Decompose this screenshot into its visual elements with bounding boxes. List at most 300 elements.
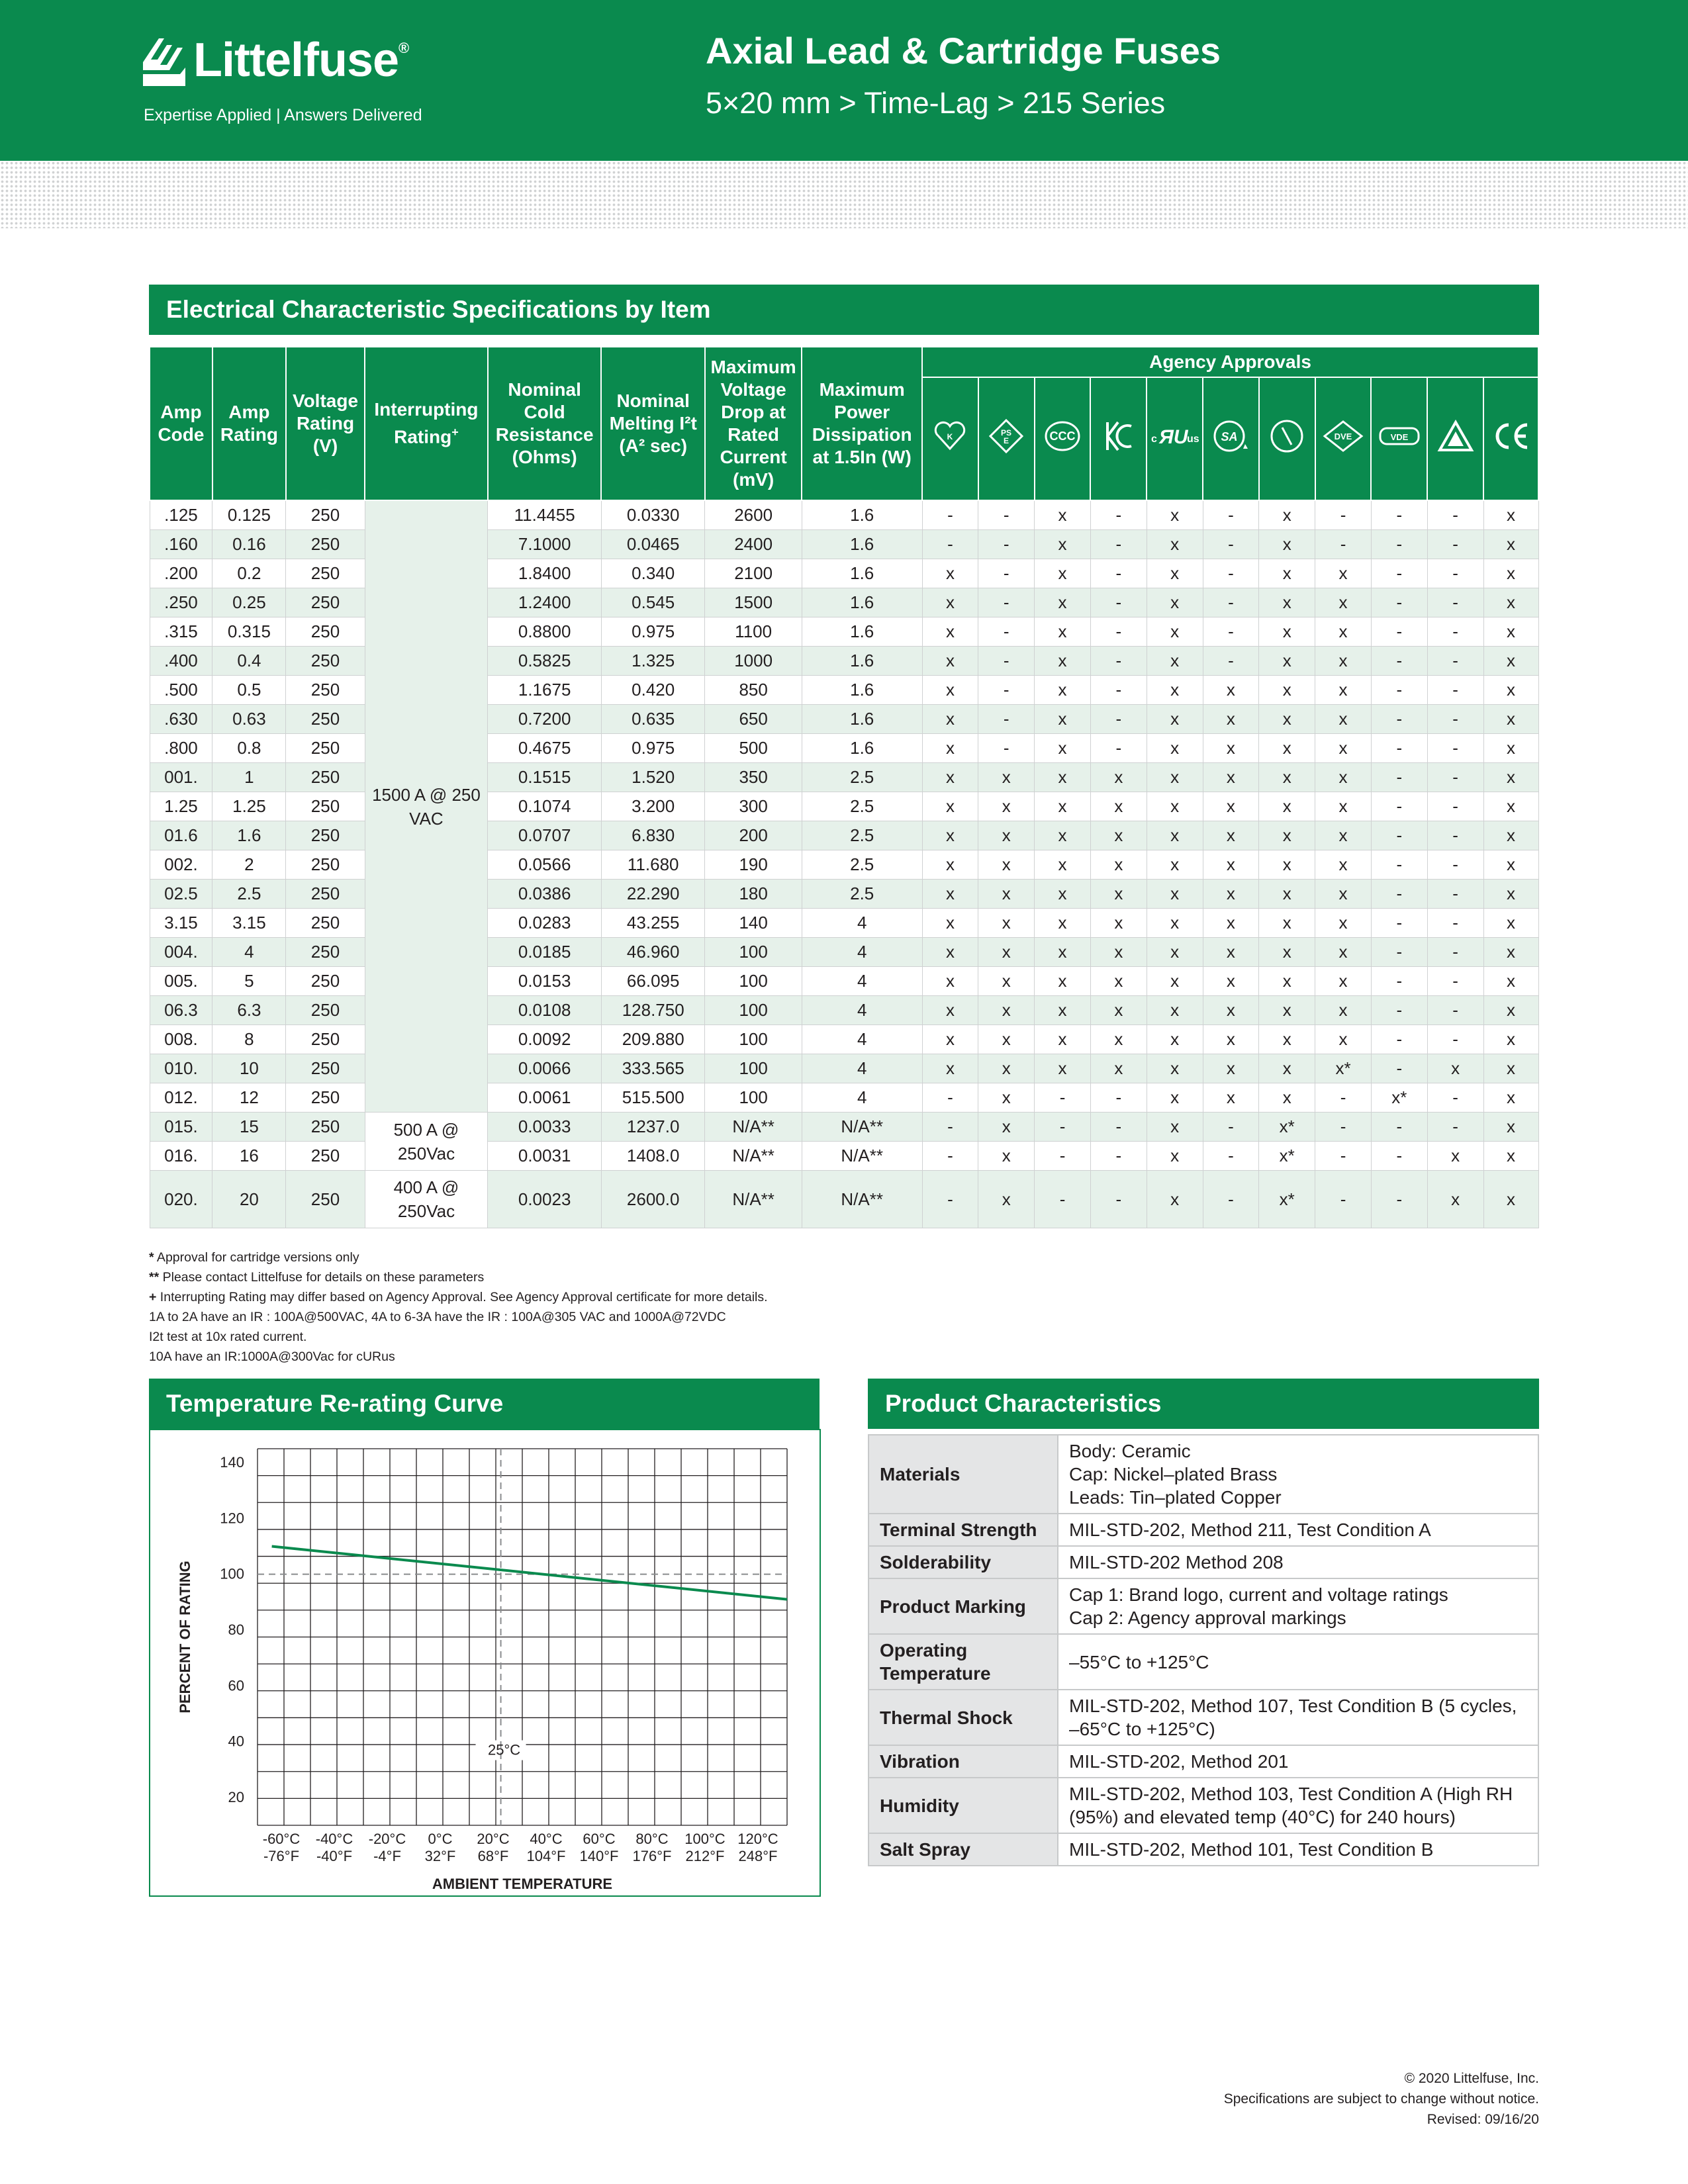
amp-rating-cell: 0.5 bbox=[212, 676, 286, 705]
agency-approval-cell: x bbox=[1203, 850, 1259, 880]
power-dissipation-cell: 2.5 bbox=[802, 880, 922, 909]
voltage-rating-cell: 250 bbox=[286, 1171, 365, 1228]
cold-resistance-cell: 0.0066 bbox=[488, 1054, 602, 1083]
voltage-rating-cell: 250 bbox=[286, 676, 365, 705]
melting-i2t-cell: 43.255 bbox=[601, 909, 704, 938]
agency-approval-cell: x bbox=[1259, 1083, 1315, 1113]
amp-rating-cell: 6.3 bbox=[212, 996, 286, 1025]
triangle-mark-icon bbox=[1427, 377, 1483, 500]
product-row bbox=[868, 1634, 1538, 1690]
agency-approval-cell: x bbox=[1315, 647, 1372, 676]
voltage-drop-cell: 100 bbox=[705, 996, 802, 1025]
x-tick-label-fahrenheit: 68°F bbox=[477, 1848, 509, 1864]
temp-curve-title: Temperature Re-rating Curve bbox=[149, 1379, 820, 1429]
cold-resistance-cell: 0.1515 bbox=[488, 763, 602, 792]
spec-row bbox=[150, 559, 1538, 588]
spec-row bbox=[150, 850, 1538, 880]
agency-approval-cell: x bbox=[1147, 1113, 1203, 1142]
product-value: MIL-STD-202, Method 101, Test Condition B bbox=[1058, 1833, 1538, 1866]
power-dissipation-cell: 2.5 bbox=[802, 792, 922, 821]
agency-approval-cell: x bbox=[1203, 676, 1259, 705]
agency-approval-cell: x bbox=[1483, 617, 1538, 647]
voltage-drop-cell: N/A** bbox=[705, 1171, 802, 1228]
amp-code-cell: 016. bbox=[150, 1142, 212, 1171]
agency-approval-cell: x bbox=[1259, 530, 1315, 559]
spec-note bbox=[149, 1248, 768, 1267]
amp-code-cell: 02.5 bbox=[150, 880, 212, 909]
agency-approval-cell: x bbox=[1483, 1171, 1538, 1228]
voltage-drop-cell: 500 bbox=[705, 734, 802, 763]
agency-approval-cell: x bbox=[978, 850, 1035, 880]
agency-approval-cell: x bbox=[1203, 734, 1259, 763]
cold-resistance-cell: 0.4675 bbox=[488, 734, 602, 763]
amp-rating-cell: 20 bbox=[212, 1171, 286, 1228]
product-label: Product Marking bbox=[868, 1578, 1058, 1634]
agency-approval-cell: x bbox=[1147, 792, 1203, 821]
melting-i2t-cell: 6.830 bbox=[601, 821, 704, 850]
agency-approval-cell: x bbox=[1427, 1142, 1483, 1171]
agency-approval-cell: x bbox=[922, 938, 978, 967]
power-dissipation-cell: 1.6 bbox=[802, 559, 922, 588]
product-characteristics-table bbox=[868, 1434, 1539, 1866]
agency-approval-cell: x bbox=[1483, 588, 1538, 617]
melting-i2t-cell: 1.325 bbox=[601, 647, 704, 676]
amp-code-cell: 1.25 bbox=[150, 792, 212, 821]
agency-approval-cell: - bbox=[1427, 676, 1483, 705]
agency-approval-cell: x bbox=[1483, 850, 1538, 880]
agency-approval-cell: x bbox=[1315, 909, 1372, 938]
rerating-series-line bbox=[272, 1547, 787, 1600]
agency-approval-cell: x* bbox=[1259, 1113, 1315, 1142]
product-value: Body: Ceramic Cap: Nickel–plated Brass Leads: Tin–plated Copper bbox=[1058, 1435, 1538, 1514]
voltage-rating-cell: 250 bbox=[286, 909, 365, 938]
agency-approval-cell: x bbox=[1315, 792, 1372, 821]
agency-approval-cell: - bbox=[1371, 763, 1427, 792]
amp-code-cell: .160 bbox=[150, 530, 212, 559]
amp-code-cell: 008. bbox=[150, 1025, 212, 1054]
cold-resistance-cell: 0.8800 bbox=[488, 617, 602, 647]
y-tick-label: 100 bbox=[220, 1565, 244, 1582]
agency-approval-cell: x bbox=[1035, 792, 1091, 821]
agency-approval-cell: x bbox=[1259, 850, 1315, 880]
agency-approval-cell: - bbox=[1427, 1083, 1483, 1113]
cold-resistance-cell: 1.1675 bbox=[488, 676, 602, 705]
melting-i2t-cell: 0.545 bbox=[601, 588, 704, 617]
power-dissipation-cell: 4 bbox=[802, 1054, 922, 1083]
agency-approval-cell: x bbox=[1483, 500, 1538, 530]
cold-resistance-cell: 11.4455 bbox=[488, 500, 602, 530]
power-dissipation-cell: N/A** bbox=[802, 1171, 922, 1228]
amp-code-cell: .315 bbox=[150, 617, 212, 647]
svg-text:us: us bbox=[1186, 433, 1199, 445]
voltage-drop-cell: 200 bbox=[705, 821, 802, 850]
agency-approval-cell: x bbox=[1203, 996, 1259, 1025]
amp-rating-cell: 0.25 bbox=[212, 588, 286, 617]
revision-date: Revised: 09/16/20 bbox=[1427, 2112, 1539, 2127]
agency-approval-cell: x bbox=[1483, 530, 1538, 559]
agency-approval-cell: - bbox=[1427, 909, 1483, 938]
agency-approval-cell: x bbox=[1315, 880, 1372, 909]
agency-approval-cell: x bbox=[922, 734, 978, 763]
agency-approval-cell: x bbox=[1035, 647, 1091, 676]
melting-i2t-cell: 0.0465 bbox=[601, 530, 704, 559]
voltage-drop-cell: 100 bbox=[705, 938, 802, 967]
amp-rating-cell: 5 bbox=[212, 967, 286, 996]
amp-rating-cell: 3.15 bbox=[212, 909, 286, 938]
voltage-drop-cell: 650 bbox=[705, 705, 802, 734]
spec-row bbox=[150, 967, 1538, 996]
agency-approval-cell: x bbox=[1483, 821, 1538, 850]
agency-approval-cell: - bbox=[1090, 530, 1147, 559]
agency-approval-cell: x bbox=[1315, 705, 1372, 734]
x-tick-label-fahrenheit: -40°F bbox=[316, 1848, 353, 1864]
amp-code-cell: 002. bbox=[150, 850, 212, 880]
agency-approval-cell: - bbox=[1371, 1025, 1427, 1054]
agency-approval-cell: x bbox=[1203, 705, 1259, 734]
cold-resistance-cell: 0.0031 bbox=[488, 1142, 602, 1171]
voltage-rating-cell: 250 bbox=[286, 1025, 365, 1054]
voltage-rating-cell: 250 bbox=[286, 530, 365, 559]
melting-i2t-cell: 1237.0 bbox=[601, 1113, 704, 1142]
product-label: Humidity bbox=[868, 1778, 1058, 1833]
voltage-rating-cell: 250 bbox=[286, 880, 365, 909]
agency-approval-cell: x bbox=[1035, 880, 1091, 909]
voltage-rating-cell: 250 bbox=[286, 500, 365, 530]
cold-resistance-cell: 0.0283 bbox=[488, 909, 602, 938]
amp-rating-cell: 10 bbox=[212, 1054, 286, 1083]
melting-i2t-cell: 2600.0 bbox=[601, 1171, 704, 1228]
svg-text:PS: PS bbox=[1001, 428, 1012, 437]
agency-approval-cell: x bbox=[1090, 763, 1147, 792]
cold-resistance-cell: 1.2400 bbox=[488, 588, 602, 617]
page-footer bbox=[1224, 2068, 1539, 2130]
power-dissipation-cell: 4 bbox=[802, 996, 922, 1025]
agency-approval-cell: - bbox=[1203, 1113, 1259, 1142]
agency-approval-cell: x bbox=[1147, 967, 1203, 996]
agency-approval-cell: x bbox=[1483, 1142, 1538, 1171]
agency-approval-cell: - bbox=[1371, 500, 1427, 530]
note-text: Interrupting Rating may differ based on Agency Approval. See Agency Approval certificate for more details. bbox=[156, 1290, 768, 1304]
agency-approval-cell: x bbox=[1259, 588, 1315, 617]
vde-dve-icon bbox=[1315, 377, 1372, 500]
power-dissipation-cell: 4 bbox=[802, 1083, 922, 1113]
agency-approval-cell: - bbox=[1203, 559, 1259, 588]
agency-approval-cell: - bbox=[1427, 880, 1483, 909]
littelfuse-logo-icon bbox=[140, 36, 188, 89]
amp-rating-cell: 0.315 bbox=[212, 617, 286, 647]
agency-approval-cell: - bbox=[1427, 967, 1483, 996]
agency-approval-cell: x bbox=[1427, 1171, 1483, 1228]
power-dissipation-cell: 1.6 bbox=[802, 734, 922, 763]
x-tick-label-fahrenheit: 32°F bbox=[424, 1848, 456, 1864]
power-dissipation-cell: 1.6 bbox=[802, 617, 922, 647]
voltage-drop-cell: 100 bbox=[705, 1025, 802, 1054]
agency-approval-cell: - bbox=[978, 530, 1035, 559]
agency-approval-cell: x bbox=[922, 821, 978, 850]
melting-i2t-cell: 128.750 bbox=[601, 996, 704, 1025]
interrupting-rating-cell: 500 A @ 250Vac bbox=[365, 1113, 488, 1171]
amp-code-cell: 06.3 bbox=[150, 996, 212, 1025]
agency-approval-cell: x bbox=[922, 996, 978, 1025]
agency-approval-cell: x bbox=[1090, 1025, 1147, 1054]
agency-approval-cell: x bbox=[1147, 530, 1203, 559]
agency-approval-cell: x bbox=[1259, 647, 1315, 676]
temp-rerating-chart bbox=[150, 1430, 820, 1895]
agency-approval-cell: - bbox=[1203, 530, 1259, 559]
voltage-drop-cell: 2400 bbox=[705, 530, 802, 559]
agency-approval-cell: x bbox=[1483, 734, 1538, 763]
spec-note bbox=[149, 1307, 768, 1327]
x-axis-label: AMBIENT TEMPERATURE bbox=[432, 1876, 613, 1892]
agency-approval-cell: x bbox=[1483, 705, 1538, 734]
product-row bbox=[868, 1514, 1538, 1546]
svg-text:ЯU: ЯU bbox=[1158, 426, 1188, 448]
agency-approval-cell: x bbox=[1315, 617, 1372, 647]
agency-approval-cell: x bbox=[1035, 500, 1091, 530]
product-value: MIL-STD-202, Method 211, Test Condition A bbox=[1058, 1514, 1538, 1546]
cold-resistance-cell: 7.1000 bbox=[488, 530, 602, 559]
agency-approval-cell: x bbox=[1090, 967, 1147, 996]
agency-approval-cell: - bbox=[1035, 1083, 1091, 1113]
agency-approval-cell: x bbox=[978, 1113, 1035, 1142]
melting-i2t-cell: 11.680 bbox=[601, 850, 704, 880]
cold-resistance-cell: 1.8400 bbox=[488, 559, 602, 588]
melting-i2t-cell: 3.200 bbox=[601, 792, 704, 821]
note-mark: * bbox=[149, 1250, 154, 1265]
agency-approval-cell: x bbox=[922, 559, 978, 588]
spec-row bbox=[150, 1142, 1538, 1171]
csa-icon bbox=[1203, 377, 1259, 500]
agency-approval-cell: - bbox=[1427, 559, 1483, 588]
agency-approval-cell: x bbox=[1315, 676, 1372, 705]
amp-rating-cell: 0.4 bbox=[212, 647, 286, 676]
note-text: Please contact Littelfuse for details on these parameters bbox=[159, 1270, 485, 1285]
agency-approval-cell: - bbox=[978, 676, 1035, 705]
melting-i2t-cell: 0.420 bbox=[601, 676, 704, 705]
voltage-drop-cell: 350 bbox=[705, 763, 802, 792]
agency-approval-cell: x bbox=[1259, 880, 1315, 909]
interrupting-rating-cell: 1500 A @ 250 VAC bbox=[365, 500, 488, 1113]
voltage-rating-cell: 250 bbox=[286, 1054, 365, 1083]
power-dissipation-cell: 2.5 bbox=[802, 821, 922, 850]
agency-approval-cell: - bbox=[1090, 1113, 1147, 1142]
agency-approval-cell: - bbox=[1371, 676, 1427, 705]
agency-approval-cell: x bbox=[922, 705, 978, 734]
agency-approval-cell: x bbox=[978, 996, 1035, 1025]
melting-i2t-cell: 0.635 bbox=[601, 705, 704, 734]
cold-resistance-cell: 0.5825 bbox=[488, 647, 602, 676]
agency-approval-cell: x bbox=[1147, 705, 1203, 734]
header-agency-approvals: Agency Approvals bbox=[922, 347, 1538, 377]
agency-approval-cell: x bbox=[978, 909, 1035, 938]
agency-approval-cell: x bbox=[1035, 1054, 1091, 1083]
product-row bbox=[868, 1578, 1538, 1634]
product-row bbox=[868, 1833, 1538, 1866]
power-dissipation-cell: 1.6 bbox=[802, 647, 922, 676]
agency-approval-cell: x bbox=[1035, 909, 1091, 938]
voltage-drop-cell: 180 bbox=[705, 880, 802, 909]
agency-approval-cell: x bbox=[1315, 996, 1372, 1025]
agency-approval-cell: x bbox=[1035, 850, 1091, 880]
agency-approval-cell: x bbox=[1315, 588, 1372, 617]
agency-approval-cell: x bbox=[1090, 938, 1147, 967]
agency-approval-cell: - bbox=[1427, 500, 1483, 530]
agency-approval-cell: x bbox=[922, 763, 978, 792]
voltage-drop-cell: 140 bbox=[705, 909, 802, 938]
vde-icon bbox=[1371, 377, 1427, 500]
agency-approval-cell: x bbox=[1035, 996, 1091, 1025]
agency-approval-cell: x bbox=[1035, 588, 1091, 617]
agency-approval-cell: x bbox=[1483, 1083, 1538, 1113]
spec-section-title: Electrical Characteristic Specifications by Item bbox=[149, 285, 1539, 335]
voltage-drop-cell: N/A** bbox=[705, 1113, 802, 1142]
agency-approval-cell: x bbox=[1203, 909, 1259, 938]
agency-approval-cell: x bbox=[1035, 1025, 1091, 1054]
agency-approval-cell: x bbox=[1147, 734, 1203, 763]
spec-row bbox=[150, 880, 1538, 909]
voltage-drop-cell: 1500 bbox=[705, 588, 802, 617]
product-row bbox=[868, 1690, 1538, 1745]
amp-code-cell: 005. bbox=[150, 967, 212, 996]
spec-note bbox=[149, 1267, 768, 1287]
header-melting: Nominal Melting I²t (A² sec) bbox=[601, 347, 704, 500]
agency-approval-cell: - bbox=[1371, 938, 1427, 967]
agency-approval-cell: x bbox=[1090, 821, 1147, 850]
product-value: MIL-STD-202, Method 107, Test Condition B (5 cycles, –65°C to +125°C) bbox=[1058, 1690, 1538, 1745]
cold-resistance-cell: 0.0092 bbox=[488, 1025, 602, 1054]
voltage-rating-cell: 250 bbox=[286, 1113, 365, 1142]
agency-approval-cell: - bbox=[1427, 996, 1483, 1025]
agency-approval-cell: - bbox=[1371, 792, 1427, 821]
header-amp-code: Amp Code bbox=[150, 347, 212, 500]
agency-approval-cell: x bbox=[1035, 967, 1091, 996]
spec-row bbox=[150, 647, 1538, 676]
spec-row bbox=[150, 734, 1538, 763]
agency-approval-cell: x bbox=[1147, 850, 1203, 880]
spec-row bbox=[150, 763, 1538, 792]
agency-approval-cell: - bbox=[1427, 530, 1483, 559]
agency-approval-cell: x* bbox=[1259, 1171, 1315, 1228]
agency-approval-cell: - bbox=[1315, 530, 1372, 559]
agency-approval-cell: x bbox=[1259, 909, 1315, 938]
agency-approval-cell: - bbox=[1203, 1171, 1259, 1228]
agency-approval-cell: - bbox=[1427, 734, 1483, 763]
x-tick-label-fahrenheit: 140°F bbox=[579, 1848, 619, 1864]
agency-approval-cell: - bbox=[1427, 763, 1483, 792]
kc-heart-icon bbox=[922, 377, 978, 500]
agency-approval-cell: x bbox=[1035, 763, 1091, 792]
note-text: 10A have an IR:1000A@300Vac for cURus bbox=[149, 1349, 395, 1364]
spec-row bbox=[150, 1025, 1538, 1054]
product-value: MIL-STD-202 Method 208 bbox=[1058, 1546, 1538, 1578]
spec-row bbox=[150, 938, 1538, 967]
agency-approval-cell: - bbox=[1427, 850, 1483, 880]
agency-approval-cell: x bbox=[1147, 909, 1203, 938]
agency-approval-cell: x bbox=[922, 880, 978, 909]
spec-row bbox=[150, 705, 1538, 734]
header-interrupting: Interrupting Rating+ bbox=[365, 347, 488, 500]
y-tick-label: 80 bbox=[228, 1621, 244, 1638]
reference-label: 25°C bbox=[487, 1741, 521, 1758]
amp-code-cell: .250 bbox=[150, 588, 212, 617]
svg-text:VDE: VDE bbox=[1390, 432, 1409, 442]
note-text: I2t test at 10x rated current. bbox=[149, 1330, 307, 1344]
spec-note bbox=[149, 1347, 768, 1367]
agency-approval-cell: x bbox=[1259, 559, 1315, 588]
product-value: Cap 1: Brand logo, current and voltage ratings Cap 2: Agency approval markings bbox=[1058, 1578, 1538, 1634]
cold-resistance-cell: 0.0386 bbox=[488, 880, 602, 909]
spec-row bbox=[150, 676, 1538, 705]
agency-approval-cell: x bbox=[1203, 821, 1259, 850]
cold-resistance-cell: 0.0185 bbox=[488, 938, 602, 967]
x-tick-label-fahrenheit: 248°F bbox=[738, 1848, 778, 1864]
svg-text:K: K bbox=[947, 432, 953, 441]
agency-approval-cell: - bbox=[1090, 500, 1147, 530]
agency-approval-cell: x bbox=[922, 909, 978, 938]
agency-approval-cell: x bbox=[1147, 1025, 1203, 1054]
voltage-rating-cell: 250 bbox=[286, 996, 365, 1025]
voltage-drop-cell: 190 bbox=[705, 850, 802, 880]
voltage-rating-cell: 250 bbox=[286, 588, 365, 617]
agency-approval-cell: - bbox=[1371, 530, 1427, 559]
product-row bbox=[868, 1745, 1538, 1778]
x-tick-label-fahrenheit: 212°F bbox=[685, 1848, 725, 1864]
agency-approval-cell: - bbox=[1371, 1142, 1427, 1171]
spec-note bbox=[149, 1287, 768, 1307]
agency-approval-cell: - bbox=[1090, 559, 1147, 588]
voltage-rating-cell: 250 bbox=[286, 792, 365, 821]
power-dissipation-cell: 4 bbox=[802, 967, 922, 996]
agency-approval-cell: x bbox=[1035, 676, 1091, 705]
interrupting-rating-cell: 400 A @ 250Vac bbox=[365, 1171, 488, 1228]
agency-approval-cell: - bbox=[1371, 559, 1427, 588]
cold-resistance-cell: 0.0153 bbox=[488, 967, 602, 996]
agency-approval-cell: x bbox=[1315, 938, 1372, 967]
voltage-rating-cell: 250 bbox=[286, 967, 365, 996]
voltage-drop-cell: 100 bbox=[705, 1083, 802, 1113]
power-dissipation-cell: 4 bbox=[802, 909, 922, 938]
x-tick-label-celsius: 80°C bbox=[635, 1831, 669, 1847]
agency-approval-cell: x bbox=[1483, 792, 1538, 821]
agency-approval-cell: x bbox=[1259, 996, 1315, 1025]
voltage-drop-cell: 100 bbox=[705, 1054, 802, 1083]
amp-code-cell: .200 bbox=[150, 559, 212, 588]
agency-approval-cell: x bbox=[978, 1025, 1035, 1054]
voltage-rating-cell: 250 bbox=[286, 821, 365, 850]
agency-approval-cell: - bbox=[922, 530, 978, 559]
agency-approval-cell: - bbox=[922, 1142, 978, 1171]
agency-approval-cell: x bbox=[1259, 792, 1315, 821]
voltage-rating-cell: 250 bbox=[286, 734, 365, 763]
agency-approval-cell: x bbox=[922, 850, 978, 880]
amp-code-cell: 001. bbox=[150, 763, 212, 792]
header-power: Maximum Power Dissipation at 1.5In (W) bbox=[802, 347, 922, 500]
agency-approval-cell: - bbox=[1090, 1083, 1147, 1113]
agency-approval-cell: x bbox=[1203, 1083, 1259, 1113]
agency-approval-cell: x bbox=[1203, 1054, 1259, 1083]
agency-approval-cell: x bbox=[1147, 1083, 1203, 1113]
agency-approval-cell: - bbox=[1371, 880, 1427, 909]
agency-approval-cell: x bbox=[1147, 938, 1203, 967]
agency-approval-cell: - bbox=[1090, 676, 1147, 705]
agency-approval-cell: x bbox=[1483, 880, 1538, 909]
agency-approval-cell: x bbox=[1090, 909, 1147, 938]
agency-approval-cell: x bbox=[1147, 617, 1203, 647]
product-label: Terminal Strength bbox=[868, 1514, 1058, 1546]
agency-approval-cell: x bbox=[922, 676, 978, 705]
agency-approval-cell: - bbox=[1427, 647, 1483, 676]
x-tick-label-celsius: 0°C bbox=[428, 1831, 453, 1847]
